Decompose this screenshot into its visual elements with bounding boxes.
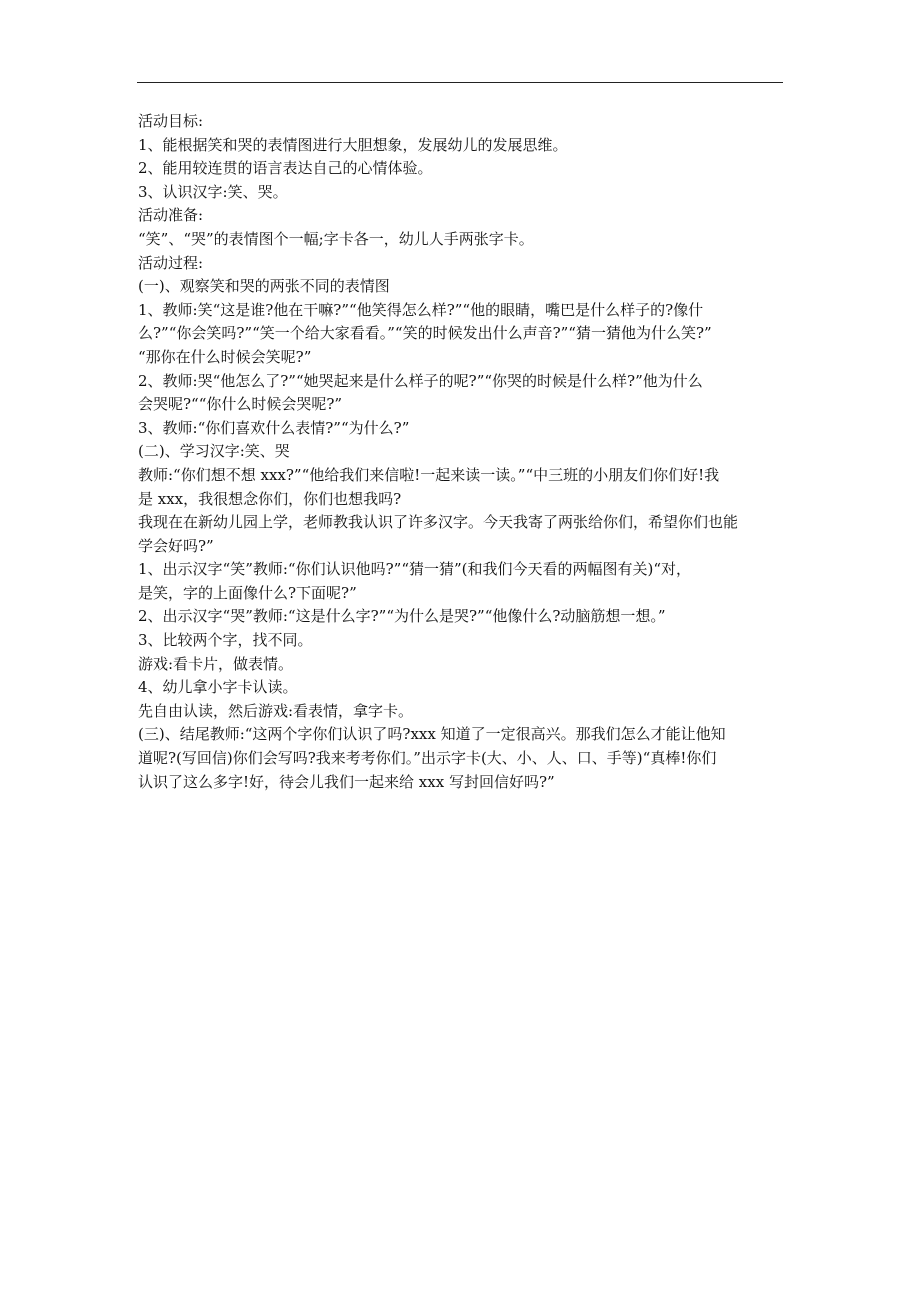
header-rule — [137, 82, 783, 83]
text-line: 活动目标: — [138, 112, 204, 130]
text-line: (三)、结尾教师:“这两个字你们认识了吗?xxx 知道了一定很高兴。那我们怎么才能让他知 — [138, 725, 726, 744]
text-line: 1、教师:笑“这是谁?他在干嘛?”“他笑得怎么样?”“他的眼睛，嘴巴是什么样子的?像什 — [138, 300, 704, 319]
text-line: 4、幼儿拿小字卡认读。 — [138, 678, 298, 697]
text-line: “那你在什么时候会笑呢?” — [138, 347, 312, 366]
text-line: 3、认识汉字:笑、哭。 — [138, 182, 288, 201]
document-body — [138, 110, 786, 794]
text-line: 3、比较两个字，找不同。 — [138, 631, 313, 650]
text-line: 是 xxx，我很想念你们，你们也想我吗? — [138, 489, 402, 508]
text-line: 活动过程: — [138, 253, 204, 272]
text-line: 1、出示汉字“笑”教师:“你们认识他吗?”“猜一猜”(和我们今天看的两幅图有关)“对， — [138, 560, 692, 579]
text-line: 道呢?(写回信)你们会写吗?我来考考你们。”出示字卡(大、小、人、口、手等)“真棒!你们 — [138, 749, 717, 768]
text-line: (二)、学习汉字:笑、哭 — [138, 442, 290, 461]
text-line: 2、能用较连贯的语言表达自己的心情体验。 — [138, 159, 433, 178]
text-line: 会哭呢?““你什么时候会哭呢?” — [138, 395, 343, 414]
text-line: 认识了这么多字!好，待会儿我们一起来给 xxx 写封回信好吗?” — [138, 772, 555, 791]
text-line: 教师:“你们想不想 xxx?”“他给我们来信啦!一起来读一读。”“中三班的小朋友们你们好!我 — [138, 465, 720, 484]
text-line: 么?”“你会笑吗?”“笑一个给大家看看。”“笑的时候发出什么声音?”“猜一猜他为什么笑?” — [138, 324, 712, 343]
text-line: (一)、观察笑和哭的两张不同的表情图 — [138, 277, 390, 296]
text-line: “笑”、“哭”的表情图个一幅;字卡各一，幼儿人手两张字卡。 — [138, 229, 534, 248]
text-line: 2、出示汉字“哭”教师:“这是什么字?”“为什么是哭?”“他像什么?动脑筋想一想。” — [138, 607, 666, 626]
text-line: 2、教师:哭“他怎么了?”“她哭起来是什么样子的呢?”“你哭的时候是什么样?”他为什么 — [138, 371, 703, 390]
text-line: 活动准备: — [138, 206, 204, 225]
text-line: 学会好吗?” — [138, 536, 214, 555]
text-line: 3、教师:“你们喜欢什么表情?”“为什么?” — [138, 418, 410, 437]
text-line: 我现在在新幼儿园上学，老师教我认识了许多汉字。今天我寄了两张给你们，希望你们也能 — [138, 513, 739, 532]
text-line: 游戏:看卡片，做表情。 — [138, 654, 294, 673]
text-line: 1、能根据笑和哭的表情图进行大胆想象，发展幼儿的发展思维。 — [138, 135, 568, 154]
text-line: 先自由认读，然后游戏:看表情，拿字卡。 — [138, 701, 414, 720]
text-line: 是笑，字的上面像什么?下面呢?” — [138, 583, 357, 602]
